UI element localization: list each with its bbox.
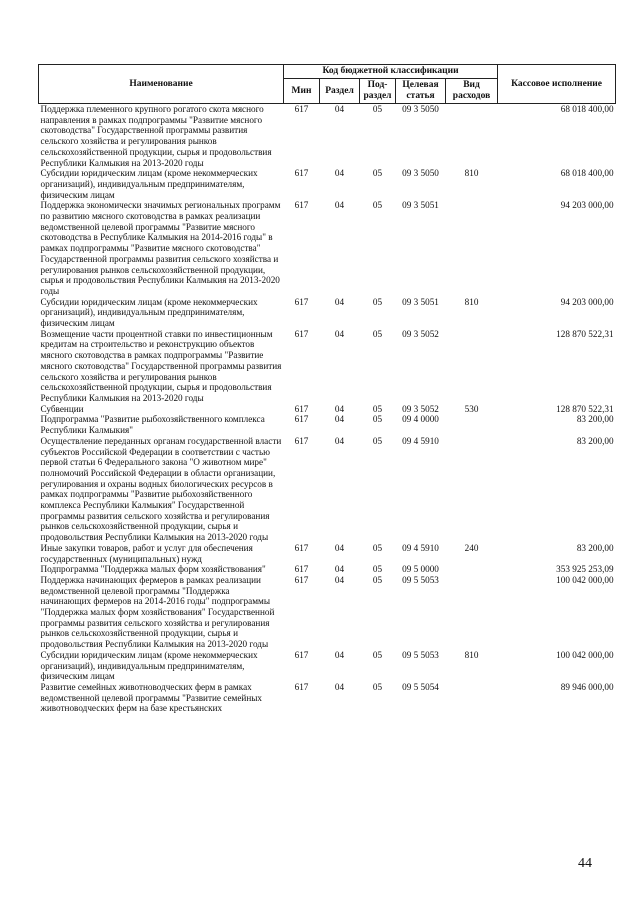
cell-amount: 83 200,00 <box>576 542 614 553</box>
cell-name: Поддержка экономически значимых региональных программ по развитию мясного скотоводства в рамках реализации ведомственной целевой программы "Развитие мясного скотоводства в Республике Калмыкия на 2014-2016 годы" в рамках подпрограммы "Развитие мясного скотоводства" Государственной программы развития сельского хозяйства и регулирования рынков сельскохозяйственной продукции, сырья и продовольствия Республики Калмыкия на 2013-2020 годы <box>40 200 281 296</box>
cell-amount: 100 042 000,00 <box>556 574 614 585</box>
cell-target: 09 5 5053 <box>402 649 439 660</box>
cell-subsection: 05 <box>372 564 383 575</box>
cell-expense-type: 810 <box>464 296 479 307</box>
cell-amount: 68 018 400,00 <box>560 104 614 114</box>
cell-expense-type <box>446 682 498 714</box>
cell-amount: 83 200,00 <box>576 435 614 446</box>
header-expense-type: Вид расходов <box>446 79 498 104</box>
cell-amount: 128 870 522,31 <box>556 403 614 414</box>
cell-subsection: 05 <box>372 574 383 585</box>
cell-expense-type <box>446 200 498 296</box>
cell-subsection: 05 <box>372 649 383 660</box>
cell-target: 09 3 5052 <box>402 328 439 339</box>
cell-expense-type <box>446 564 498 575</box>
cell-min: 617 <box>294 403 309 414</box>
cell-min: 617 <box>294 435 309 446</box>
cell-expense-type: 530 <box>464 403 479 414</box>
table-body <box>39 104 616 715</box>
cell-amount: 94 203 000,00 <box>560 296 614 307</box>
cell-section: 04 <box>334 681 345 692</box>
table-row <box>39 682 616 714</box>
cell-min: 617 <box>294 200 309 211</box>
cell-name: Субсидии юридическим лицам (кроме некоммерческих организаций), индивидуальным предпринимателям, физическим лицам <box>40 296 258 329</box>
header-code-group: Код бюджетной классификации <box>284 65 498 79</box>
table-row <box>39 329 616 404</box>
budget-table <box>38 64 616 714</box>
cell-name: Осуществление переданных органам государственной власти субъектов Российской Федерации в соответствии с частью первой статьи 6 Федерального закона "О животном мире" полномочий Российской Федерации в области организации, регулирования и охраны водных биологических ресурсов в рамках подпрограммы "Развитие рыбохозяйственного комплекса Республики Калмыкия" Государственной программы развития сельского хозяйства и регулирования рынков сельскохозяйственной продукции, сырья и продовольствия Республики Калмыкия на 2013-2020 годы <box>40 435 282 543</box>
header-target: Целевая статья <box>396 79 446 104</box>
cell-min: 617 <box>294 168 309 179</box>
table-row <box>39 650 616 682</box>
page-number: 44 <box>578 856 592 871</box>
cell-amount: 100 042 000,00 <box>556 649 614 660</box>
cell-target: 09 3 5051 <box>402 200 439 211</box>
header-min: Мин <box>284 79 320 104</box>
table-row <box>39 297 616 329</box>
cell-section: 04 <box>334 564 345 575</box>
table-row <box>39 543 616 564</box>
cell-subsection: 05 <box>372 168 383 179</box>
cell-min: 617 <box>294 328 309 339</box>
header-cash: Кассовое исполнение <box>498 65 616 104</box>
cell-expense-type <box>446 414 498 435</box>
table-row <box>39 104 616 169</box>
cell-target: 09 4 5910 <box>402 435 439 446</box>
cell-target: 09 5 5054 <box>402 681 439 692</box>
cell-section: 04 <box>334 542 345 553</box>
header-section: Раздел <box>320 79 360 104</box>
cell-min: 617 <box>294 574 309 585</box>
cell-name: Развитие семейных животноводческих ферм в рамках ведомственной целевой программы "Развитие семейных животноводческих ферм на базе крестьянских <box>40 681 263 714</box>
table-row <box>39 575 616 650</box>
cell-expense-type <box>446 575 498 650</box>
cell-name: Субвенции <box>40 403 84 414</box>
cell-min: 617 <box>294 681 309 692</box>
cell-subsection: 05 <box>372 403 383 414</box>
cell-target: 09 5 0000 <box>402 564 439 575</box>
cell-amount: 128 870 522,31 <box>556 328 614 339</box>
cell-target: 09 3 5050 <box>402 168 439 179</box>
cell-section: 04 <box>334 328 345 339</box>
cell-subsection: 05 <box>372 542 383 553</box>
cell-min: 617 <box>294 564 309 575</box>
cell-section: 04 <box>334 435 345 446</box>
cell-section: 04 <box>334 649 345 660</box>
cell-section: 04 <box>334 414 345 425</box>
cell-section: 04 <box>334 296 345 307</box>
cell-expense-type: 240 <box>464 542 479 553</box>
cell-target: 09 5 5053 <box>402 574 439 585</box>
table-row <box>39 414 616 435</box>
cell-name: Поддержка начинающих фермеров в рамках реализации ведомственной целевой программы "Поддержка начинающих фермеров на 2014-2016 годы" подпрограммы "Поддержка малых форм хозяйствования" Государственной программы развития сельского хозяйства и регулирования рынков сельскохозяйственной продукции, сырья и продовольствия Республики Калмыкия на 2013-2020 годы <box>40 574 275 650</box>
table-row <box>39 404 616 415</box>
cell-subsection: 05 <box>372 414 383 425</box>
cell-min: 617 <box>294 414 309 425</box>
cell-min: 617 <box>294 542 309 553</box>
table-row <box>39 564 616 575</box>
cell-name: Подпрограмма "Развитие рыбохозяйственного комплекса Республики Калмыкия" <box>40 414 265 436</box>
cell-amount: 353 925 253,09 <box>556 564 614 575</box>
cell-expense-type <box>446 104 498 169</box>
table-header <box>39 65 616 104</box>
cell-target: 09 4 5910 <box>402 542 439 553</box>
cell-section: 04 <box>334 200 345 211</box>
cell-amount: 89 946 000,00 <box>560 681 614 692</box>
cell-amount: 83 200,00 <box>576 414 614 425</box>
cell-name: Субсидии юридическим лицам (кроме некоммерческих организаций), индивидуальным предпринимателям, физическим лицам <box>40 649 258 682</box>
cell-subsection: 05 <box>372 435 383 446</box>
header-subsection: Под-раздел <box>360 79 396 104</box>
table-row <box>39 168 616 200</box>
cell-subsection: 05 <box>372 328 383 339</box>
cell-name: Подпрограмма "Поддержка малых форм хозяйствования" <box>40 564 266 575</box>
cell-subsection: 05 <box>372 296 383 307</box>
cell-expense-type <box>446 436 498 543</box>
cell-section: 04 <box>334 168 345 179</box>
cell-target: 09 4 0000 <box>402 414 439 425</box>
cell-target: 09 3 5052 <box>402 403 439 414</box>
cell-name: Субсидии юридическим лицам (кроме некоммерческих организаций), индивидуальным предпринимателям, физическим лицам <box>40 168 258 200</box>
cell-name: Возмещение части процентной ставки по инвестиционным кредитам на строительство и реконструкцию объектов мясного скотоводства в рамках подпрограммы "Развитие мясного скотоводства" Государственной программы развития сельского хозяйства и регулирования рынков сельскохозяйственной продукции, сырья и продовольствия Республики Калмыкия на 2013-2020 годы <box>40 328 282 403</box>
cell-subsection: 05 <box>372 104 383 114</box>
header-name: Наименование <box>39 65 284 104</box>
cell-target: 09 3 5051 <box>402 296 439 307</box>
cell-min: 617 <box>294 649 309 660</box>
cell-name: Иные закупки товаров, работ и услуг для обеспечения государственных (муниципальных) нужд <box>40 542 253 564</box>
table-row <box>39 200 616 296</box>
cell-section: 04 <box>334 403 345 414</box>
cell-subsection: 05 <box>372 200 383 211</box>
cell-expense-type: 810 <box>464 649 479 660</box>
cell-expense-type <box>446 329 498 404</box>
cell-section: 04 <box>334 104 345 114</box>
cell-amount: 94 203 000,00 <box>560 200 614 211</box>
cell-target: 09 3 5050 <box>402 104 439 114</box>
table-row <box>39 436 616 543</box>
cell-section: 04 <box>334 574 345 585</box>
cell-name: Поддержка племенного крупного рогатого скота мясного направления в рамках подпрограммы "Развитие мясного скотоводства" Государственной программы развития сельского хозяйства и регулирования рынков сельскохозяйственной продукции, сырья и продовольствия Республики Калмыкия на 2013-2020 годы <box>40 104 272 168</box>
cell-subsection: 05 <box>372 681 383 692</box>
cell-min: 617 <box>294 296 309 307</box>
cell-expense-type: 810 <box>464 168 479 179</box>
cell-amount: 68 018 400,00 <box>560 168 614 179</box>
cell-min: 617 <box>294 104 309 114</box>
